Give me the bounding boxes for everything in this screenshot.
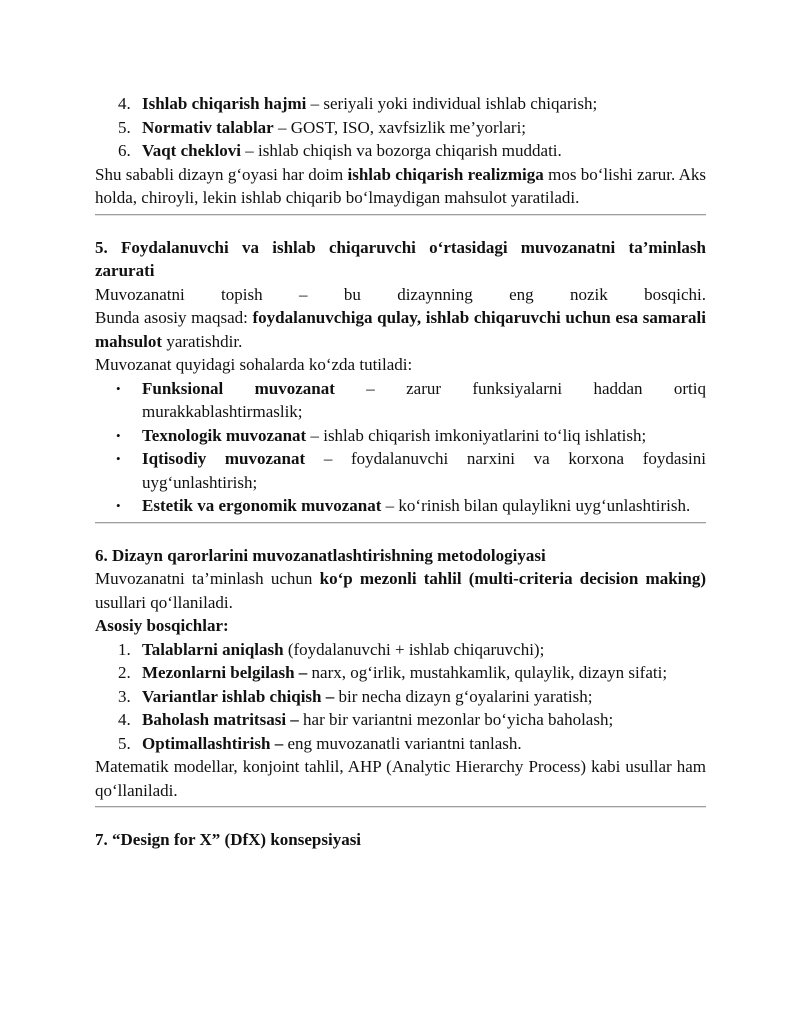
list-item: • Texnologik muvozanat – ishlab chiqarish imkoniyatlarini to‘liq ishlatish; xyxy=(95,424,706,448)
section-5-intro-line: Muvozanatni topish – bu dizaynning eng nozik bosqichi. xyxy=(95,284,706,304)
list-number: 4. xyxy=(118,94,131,113)
list-item xyxy=(95,139,706,163)
list-item xyxy=(95,92,706,116)
list-number: 1. xyxy=(118,639,131,659)
section-divider xyxy=(95,522,706,524)
list-item: • Funksional muvozanat – zarur funksiyalarni haddan ortiq murakkablashtirmaslik; xyxy=(116,378,706,421)
list-item-term: Vaqt cheklovi xyxy=(142,141,242,160)
steps-heading: Asosiy bosqichlar: xyxy=(95,616,229,635)
list-item-text: – GOST, ISO, xavfsizlik me’yorlari; xyxy=(273,117,527,137)
list-number: 5. xyxy=(118,117,131,137)
balance-bullet-list xyxy=(95,377,706,518)
list-number: 3. xyxy=(118,686,131,706)
bullet-icon: • xyxy=(116,380,121,396)
section-6-intro: Muvozanatni ta’minlash uchun ko‘p mezonli tahlil (multi-criteria decision making) usullari qo‘llaniladi. xyxy=(95,569,706,612)
list-number: 4. xyxy=(118,710,131,729)
list-item-text: – ishlab chiqish va bozorga chiqarish muddati. xyxy=(241,141,562,160)
list-item-term: Normativ talablar xyxy=(142,117,274,137)
list-item: 3. Variantlar ishlab chiqish – bir necha dizayn g‘oyalarini yaratish; xyxy=(95,685,706,709)
top-numbered-list xyxy=(95,92,706,163)
section-6-outro: Matematik modellar, konjoint tahlil, AHP (Analytic Hierarchy Process) kabi usullar ham qo‘llaniladi. xyxy=(95,757,706,800)
document-page xyxy=(95,92,706,852)
section-5-heading: 5. Foydalanuvchi va ishlab chiqaruvchi o‘rtasidagi muvozanatni ta’minlash zarurati xyxy=(95,237,706,280)
bullet-icon: • xyxy=(116,498,121,513)
section-7-heading: 7. “Design for X” (DfX) konsepsiyasi xyxy=(95,830,362,849)
list-item-text: – seriyali yoki individual ishlab chiqarish; xyxy=(306,94,598,113)
section-divider xyxy=(95,806,706,808)
list-item xyxy=(95,116,706,140)
section-5-intro: Bunda asosiy maqsad: foydalanuvchiga qulay, ishlab chiqaruvchi uchun esa samarali mahsulot yaratishdir. xyxy=(95,308,706,351)
list-item: 4. Baholash matritsasi – har bir variantni mezonlar bo‘yicha baholash; xyxy=(95,708,706,732)
list-number: 2. xyxy=(118,663,131,682)
section-6-heading: 6. Dizayn qarorlarini muvozanatlashtirishning metodologiyasi xyxy=(95,545,546,565)
section-divider xyxy=(95,214,706,216)
list-number: 6. xyxy=(118,141,131,160)
list-item: • Iqtisodiy muvozanat – foydalanuvchi narxini va korxona foydasini uyg‘unlashtirish; xyxy=(116,449,707,492)
paragraph-production-realism: Shu sababli dizayn g‘oyasi har doim ishlab chiqarish realizmiga mos bo‘lishi zarur. Aks holda, chiroyli, lekin ishlab chiqarib bo‘lmaydigan mahsulot yaratiladi. xyxy=(95,164,706,207)
list-item-term: Ishlab chiqarish hajmi xyxy=(142,94,307,113)
section-5-list-intro: Muvozanat quyidagi sohalarda ko‘zda tutiladi: xyxy=(95,355,413,374)
list-item: 1. Talablarni aniqlash (foydalanuvchi + ishlab chiqaruvchi); xyxy=(95,638,706,662)
list-number: 5. xyxy=(118,733,131,753)
list-item: • Estetik va ergonomik muvozanat – ko‘rinish bilan qulaylikni uyg‘unlashtirish. xyxy=(95,494,706,518)
list-item: 5. Optimallashtirish – eng muvozanatli variantni tanlash. xyxy=(95,732,706,756)
steps-numbered-list xyxy=(95,638,706,756)
bullet-icon: • xyxy=(116,427,121,443)
list-item: 2. Mezonlarni belgilash – narx, og‘irlik, mustahkamlik, qulaylik, dizayn sifati; xyxy=(95,661,706,685)
bullet-icon: • xyxy=(116,451,121,466)
